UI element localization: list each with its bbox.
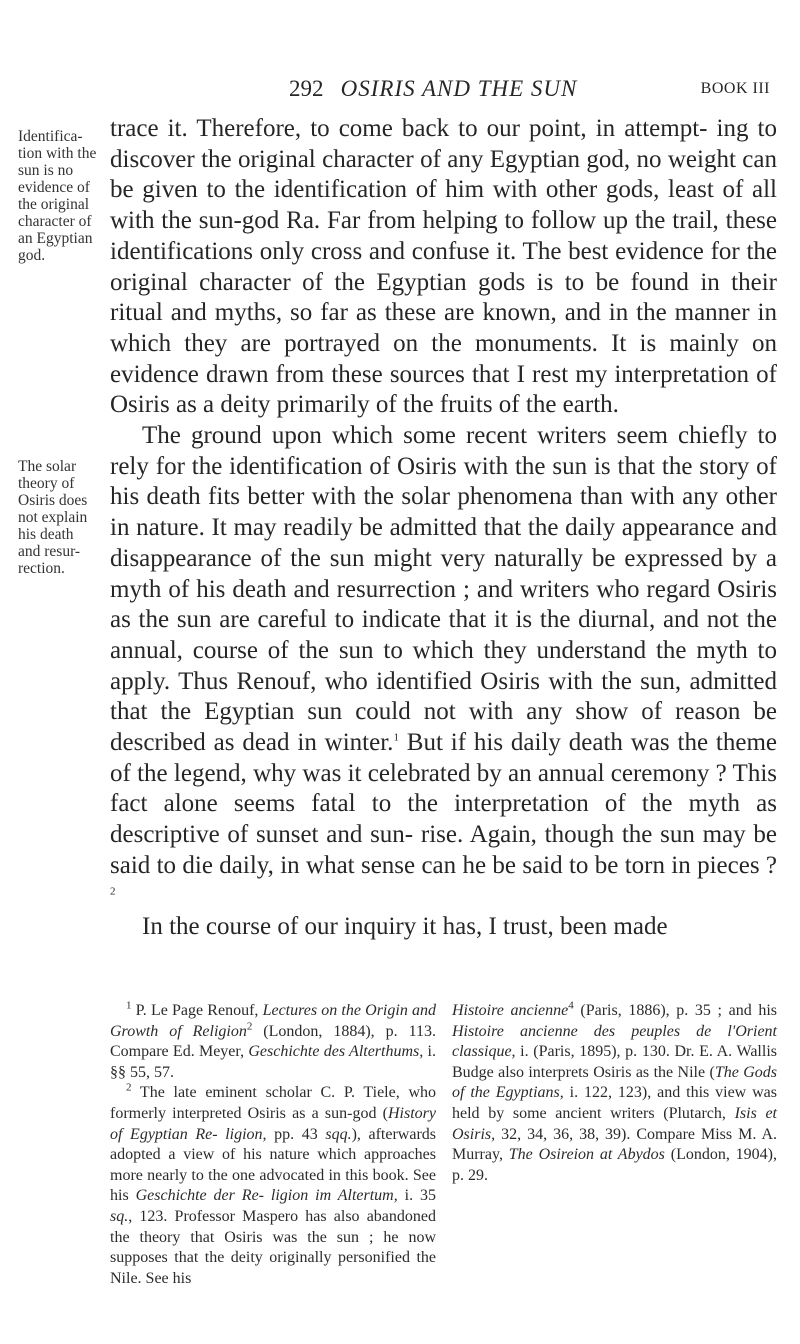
footnote-text: (London, 1884), p. 113. Compare Ed. Meyer, xyxy=(110,1022,436,1061)
footnote-title: Lectures on the Origin and Growth of Religion xyxy=(110,1002,436,1040)
footnote-title: Isis et Osiris, xyxy=(452,1104,777,1143)
footnote-1-number: 1 xyxy=(126,999,132,1012)
running-header xyxy=(0,72,800,108)
footnote-text: pp. 43 xyxy=(266,1125,326,1143)
sidenote-solar-theory: The solar theory of Osiris does not explain his death and resur- rection. xyxy=(18,458,88,577)
book-label: BOOK III xyxy=(700,80,770,97)
edition-mark: 4 xyxy=(568,999,574,1012)
footnote-title: Histoire ancienne des peuples de l'Orient classique, xyxy=(452,1022,777,1061)
footnote-abbrev: sq. xyxy=(110,1207,129,1225)
footnote-1 xyxy=(110,1001,436,1083)
footnotes-left-column xyxy=(110,1001,436,1289)
footnote-title: The Osireion at Abydos xyxy=(508,1146,665,1164)
footnote-text: , 123. Professor Maspero has also abandoned the theory that Osiris was the sun ; he now supposes that the deity originally personified the Nile. See his xyxy=(110,1207,436,1287)
edition-mark: 2 xyxy=(246,1020,253,1033)
running-title: OSIRIS AND THE SUN xyxy=(340,76,578,101)
paragraph-2 xyxy=(110,421,777,912)
page-number: 292 xyxy=(289,76,324,101)
footnotes-right-column xyxy=(452,1001,777,1186)
footnote-title: History of Egyptian Re- ligion, xyxy=(110,1104,436,1143)
footnote-2-start xyxy=(110,1083,436,1289)
footnote-2-number: 2 xyxy=(126,1082,132,1095)
paragraph-3: In the course of our inquiry it has, I trust, been made xyxy=(142,913,668,941)
footnote-abbrev: sqq. xyxy=(325,1125,352,1143)
footnote-title: Histoire ancienne xyxy=(452,1002,569,1019)
footnote-text: 32, 34, 36, 38, 39). Compare Miss M. A. Murray, xyxy=(452,1125,777,1164)
footnote-text: (Paris, 1886), p. 35 ; and his xyxy=(573,1002,777,1019)
footnote-text: The late eminent scholar C. P. Tiele, who formerly interpreted Osiris as a sun-god ( xyxy=(110,1084,436,1122)
footnote-ref-2: 2 xyxy=(110,885,116,898)
paragraph-1: trace it. Therefore, to come back to our point, in attempt- ing to discover the original character of any Egyptian god, no weight can be given to the identification of him with other gods, least of all with the sun-god Ra. Far from helping to follow up the trail, these identifications only cross and confuse it. The best evidence for the original character of the Egyptian gods is to be found in their ritual and myths, so far as these are known, and in the manner in which they are portrayed on the monuments. It is mainly on evidence drawn from these sources that I rest my interpretation of Osiris as a deity primarily of the fruits of the earth. xyxy=(110,115,777,419)
paragraph-2-part-b: But if his daily death was the theme of the legend, why was it celebrated by an annual ceremony ? This fact alone seems fatal to the interpretation of the myth as descriptive of sunset and sun- rise. Again, though the sun may be said to die daily, in what sense can he be said to be torn in pieces ? xyxy=(110,729,777,879)
footnote-text: P. Le Page Renouf, xyxy=(131,1002,263,1019)
footnote-text: i. (Paris, 1895), p. 130. Dr. E. A. Wallis Budge also interprets Osiris as the Nile ( xyxy=(452,1043,777,1081)
footnote-ref-1: 1 xyxy=(393,731,399,744)
footnote-title: Geschichte des Alterthums, xyxy=(248,1043,424,1061)
sidenote-identification: Identifica- tion with the sun is no evidence of the original character of an Egyptian god. xyxy=(18,128,97,264)
paragraph-2-part-a: The ground upon which some recent writers seem chiefly to rely for the identification of Osiris with the sun is that the story of his death fits better with the solar phenomena than with any other in nature. It may readily be admitted that the daily appearance and disappearance of the sun might very naturally be expressed by a myth of his death and resurrection ; and writers who regard Osiris as the sun are careful to indicate that it is the diurnal, and not the annual, course of the sun to which they understand the myth to apply. Thus Renouf, who identified Osiris with the sun, admitted that the Egyptian sun could not with any show of reason be described as dead in winter. xyxy=(110,422,777,757)
footnote-text: i. 122, 123), and this view was held by some ancient writers (Plutarch, xyxy=(452,1084,778,1122)
footnote-text: i. 35 xyxy=(397,1187,436,1205)
main-text xyxy=(110,114,777,943)
footnote-2-continued xyxy=(452,1001,777,1186)
footnote-title: Geschichte der Re- ligion im Altertum, xyxy=(135,1187,398,1205)
footnote-text: i. §§ 55, 57. xyxy=(110,1043,436,1081)
footnote-text: ), afterwards adopted a view of his nature which approaches more nearly to the one advocated in this book. See his xyxy=(110,1125,437,1205)
footnote-title: The Gods of the Egyptians, xyxy=(452,1063,778,1102)
footnote-text: (London, 1904), p. 29. xyxy=(452,1146,777,1184)
